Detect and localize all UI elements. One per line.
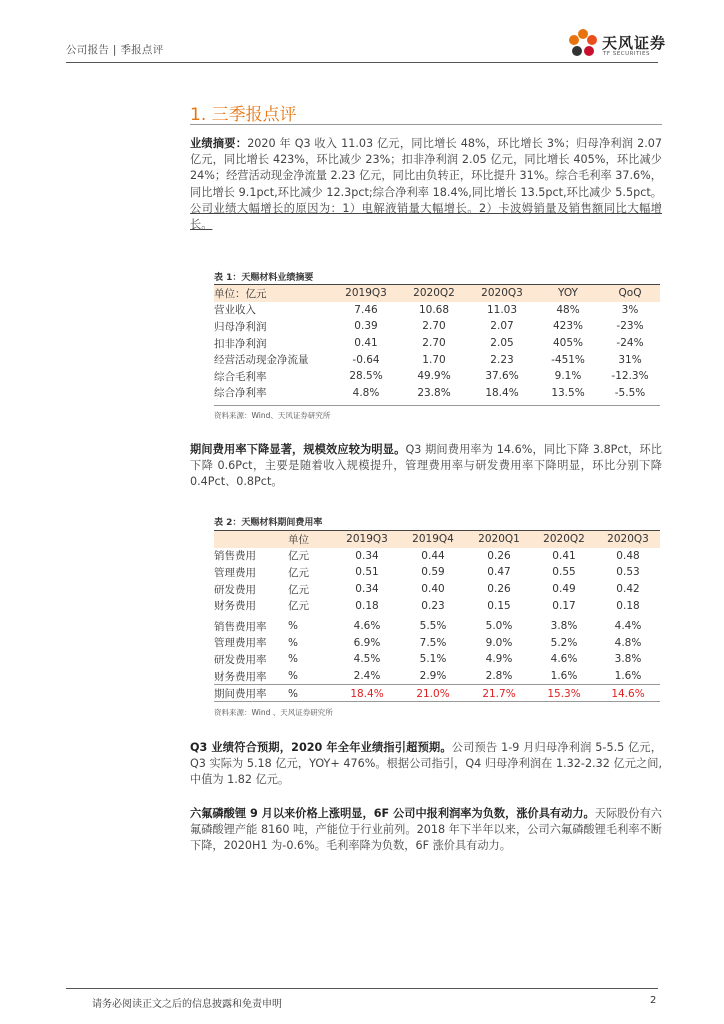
table2-cell: 1.6% [614, 670, 642, 683]
table1-cell: 10.68 [418, 303, 450, 316]
table1-cell: 48% [556, 303, 580, 316]
table2-cell: 2.9% [419, 670, 447, 683]
table1-cell: 31% [618, 353, 642, 366]
table2-row [214, 618, 660, 635]
table1-cell: -5.5% [614, 386, 646, 399]
report-breadcrumb: 公司报告 | 季报点评 [66, 44, 164, 56]
table2-row [214, 651, 660, 668]
table2-cell: 0.40 [421, 583, 445, 596]
table2-cell: 0.41 [552, 549, 576, 562]
header-divider [66, 62, 658, 63]
table2-cell: 5.5% [419, 620, 447, 633]
lipf6-lead: 六氟磷酸锂 9 月以来价格上涨明显，6F 公司中报利润率为负数，涨价具有动力。 [190, 807, 595, 820]
table2-cell: 0.44 [421, 549, 445, 562]
performance-table [214, 285, 660, 401]
table2-cell: 0.42 [616, 583, 640, 596]
table2-total-cell: 21.0% [400, 685, 466, 702]
table2-cell: 2.4% [353, 670, 381, 683]
table1-cell: 49.9% [417, 370, 451, 383]
table1-cell: -0.64 [352, 353, 380, 366]
table2-title: 表 2：天赐材料期间费用率 [214, 518, 323, 528]
guidance-paragraph [190, 740, 662, 789]
table1-title: 表 1：天赐材料业绩摘要 [214, 273, 314, 283]
table1-header-cell: 2020Q3 [468, 285, 536, 302]
lipf6-paragraph [190, 806, 662, 855]
summary-body: 2020 年 Q3 收入 11.03 亿元，同比增长 48%，环比增长 3%；归母净利润 2.07 亿元，同比增长 423%，环比减少 23%；扣非净利润 2.05 亿元，同比增长 405%，环比减少 24%；经营活动现金净流量 2.23 亿元，同比由负转正，环比提升 31%。综合毛利率 37.6%，同比增长 9.1pct,环比减少 12.3pct;综合净利率 18.4%,同比增长 13.5pct,环比减少 5.5pct。 [190, 137, 662, 199]
page-number: 2 [650, 995, 657, 1006]
table1-row [214, 385, 660, 402]
table1-cell: 423% [552, 320, 584, 333]
table1-cell: 18.4% [485, 386, 519, 399]
table2-cell: % [288, 620, 298, 633]
table2-total-cell: 21.7% [466, 685, 532, 702]
table1-header-cell: YOY [536, 285, 600, 302]
table2-cell: 4.4% [614, 620, 642, 633]
table2-cell: 7.5% [419, 636, 447, 649]
table2-cell: 4.9% [485, 653, 513, 666]
table2-header-cell: 2019Q4 [400, 531, 466, 548]
table2-cell: 4.8% [614, 636, 642, 649]
table2-row [214, 581, 660, 598]
table2-cell: 管理费用 [214, 566, 256, 579]
table2-cell: % [288, 636, 298, 649]
table2-cell: % [288, 653, 298, 666]
table2-cell: 1.6% [550, 670, 578, 683]
table1-cell: 经营活动现金净流量 [214, 354, 309, 367]
table1-bottom-rule [214, 405, 660, 406]
logo-subtitle: TF SECURITIES [603, 51, 650, 57]
table2-total-row [214, 685, 660, 702]
expense-paragraph [190, 442, 662, 491]
table1-cell: 3% [621, 303, 639, 316]
table1-row [214, 318, 660, 335]
table1-cell: 归母净利润 [214, 320, 267, 333]
table2-row [214, 668, 660, 685]
table1-cell: 0.39 [354, 320, 378, 333]
expense-lead: 期间费用率下降显著，规模效应较为明显。 [190, 443, 406, 456]
table1-cell: -23% [616, 320, 644, 333]
table2-cell: 6.9% [353, 636, 381, 649]
table2-cell: 4.6% [550, 653, 578, 666]
table1-cell: 405% [552, 337, 584, 350]
table2-row [214, 564, 660, 581]
table2-total-unit: % [288, 685, 334, 702]
table2-cell: 财务费用 [214, 600, 256, 613]
table2-cell: 亿元 [288, 550, 309, 563]
expense-body: Q3 期间费用率为 14.6%，同比下降 3.8Pct，环比下降 0.6Pct，主要是随着收入规模提升，管理费用率与研发费用率下降明显，环比分别下降 0.4Pct、0.8Pct。 [190, 443, 662, 489]
lipf6-body: 天际股份有六氟磷酸锂产能 8160 吨，产能位于行业前列。2018 年下半年以来，公司六氟磷酸锂毛利率不断下降，2020H1 为-0.6%。毛利率降为负数，6F 涨价具有动力。 [190, 807, 662, 853]
section-title: 1. 三季报点评 [190, 105, 297, 125]
table1-cell: -24% [616, 337, 644, 350]
table1-cell: 营业收入 [214, 304, 256, 317]
table1-cell: 1.70 [422, 353, 446, 366]
table2-header-cell: 2020Q1 [466, 531, 532, 548]
table2-row [214, 635, 660, 652]
table2-row [214, 597, 660, 614]
table2-cell: 销售费用率 [214, 620, 267, 633]
footer-disclaimer: 请务必阅读正文之后的信息披露和免责申明 [92, 999, 282, 1010]
table2-cell: 0.26 [487, 583, 511, 596]
table2-cell: 0.15 [487, 599, 511, 612]
flower-logo-icon [566, 26, 600, 60]
table1-cell: 2.05 [490, 337, 514, 350]
table2-header-cell: 2019Q3 [334, 531, 400, 548]
table1-cell: 0.41 [354, 337, 378, 350]
table2-header-cell: 2020Q2 [532, 531, 596, 548]
footer-divider [66, 988, 658, 989]
table2-cell: 0.18 [616, 599, 640, 612]
table2-source: 资料来源：Wind 、天风证券研究所 [214, 708, 333, 717]
table2-total-cell: 14.6% [596, 685, 660, 702]
table2-cell: 3.8% [614, 653, 642, 666]
table2-cell: 研发费用 [214, 583, 256, 596]
table2-cell: 0.18 [355, 599, 379, 612]
table1-cell: 2.07 [490, 320, 514, 333]
table1-header-cell: 2019Q3 [332, 285, 400, 302]
table2-cell: 0.17 [552, 599, 576, 612]
table2-header-row [214, 531, 660, 548]
summary-lead: 业绩摘要： [190, 137, 248, 150]
table1-cell: 28.5% [349, 370, 383, 383]
table2-header-cell: 单位 [288, 531, 334, 548]
guidance-lead: Q3 业绩符合预期，2020 年全年业绩指引超预期。 [190, 741, 452, 754]
table1-cell: 扣非净利润 [214, 337, 267, 350]
table2-cell: 3.8% [550, 620, 578, 633]
table2-cell: 管理费用率 [214, 637, 267, 650]
company-logo [566, 26, 666, 62]
table2-cell: 4.6% [353, 620, 381, 633]
table1-cell: 4.8% [352, 386, 380, 399]
table2-total-label: 期间费用率 [214, 685, 288, 702]
table1-cell: 2.23 [490, 353, 514, 366]
table2-cell: 0.59 [421, 566, 445, 579]
table2-cell: 4.5% [353, 653, 381, 666]
table2-cell: 5.2% [550, 636, 578, 649]
table2-cell: 0.55 [552, 566, 576, 579]
summary-paragraph [190, 136, 662, 233]
logo-name: 天风证券 [602, 34, 667, 52]
table1-row [214, 302, 660, 319]
table2-cell: 亿元 [288, 583, 309, 596]
table1-header-cell: 2020Q2 [400, 285, 468, 302]
table2-cell: 5.0% [485, 620, 513, 633]
table2-cell: 0.23 [421, 599, 445, 612]
table2-bottom-rule [214, 701, 660, 702]
table2-cell: 0.34 [355, 583, 379, 596]
table1-header-row [214, 285, 660, 302]
table1-cell: 2.70 [422, 320, 446, 333]
section-divider [190, 124, 662, 125]
table2-cell: 研发费用率 [214, 653, 267, 666]
guidance-body: 公司预告 1-9 月归母净利润 5-5.5 亿元，Q3 实际为 5.18 亿元，YOY+ 476%。根据公司指引，Q4 归母净利润在 1.32-2.32 亿元之间,中值为 1.82 亿元。 [190, 741, 662, 787]
table2-cell: 0.34 [355, 549, 379, 562]
table1-header-cell: 单位：亿元 [214, 285, 332, 302]
table2-cell: 销售费用 [214, 550, 256, 563]
summary-reason: 公司业绩大幅增长的原因为：1）电解液销量大幅增长。2）卡波姆销量及销售额同比大幅增长。 [190, 201, 662, 232]
table2-total-cell: 18.4% [334, 685, 400, 702]
table1-row [214, 335, 660, 352]
table2-header-cell: 2020Q3 [596, 531, 660, 548]
table2-cell: 9.0% [485, 636, 513, 649]
table1-row [214, 368, 660, 385]
table1-cell: -451% [551, 353, 585, 366]
table1-cell: 综合净利率 [214, 387, 267, 400]
expense-table [214, 531, 660, 702]
table2-cell: 0.49 [552, 583, 576, 596]
table2-cell: 2.8% [485, 670, 513, 683]
table2-header-cell [214, 531, 288, 548]
table1-source: 资料来源：Wind、天风证券研究所 [214, 411, 331, 420]
table2-cell: 0.47 [487, 566, 511, 579]
table1-cell: 13.5% [551, 386, 585, 399]
table2-cell: 0.48 [616, 549, 640, 562]
table2-cell: 财务费用率 [214, 670, 267, 683]
table1-cell: 7.46 [354, 303, 378, 316]
table2-cell: 5.1% [419, 653, 447, 666]
table2-cell: 亿元 [288, 566, 309, 579]
table2-cell: 0.26 [487, 549, 511, 562]
table1-cell: 11.03 [486, 303, 518, 316]
table1-cell: 9.1% [554, 370, 582, 383]
table2-total-cell: 15.3% [532, 685, 596, 702]
table1-cell: 23.8% [417, 386, 451, 399]
table1-cell: 37.6% [485, 370, 519, 383]
table2-cell: 0.53 [616, 566, 640, 579]
table1-cell: 2.70 [422, 337, 446, 350]
table2-cell: 0.51 [355, 566, 379, 579]
table2-row [214, 548, 660, 565]
table1-header-cell: QoQ [600, 285, 660, 302]
table1-cell: 综合毛利率 [214, 370, 267, 383]
table1-cell: -12.3% [611, 370, 649, 383]
table1-row [214, 351, 660, 368]
table2-cell: % [288, 670, 298, 683]
table2-cell: 亿元 [288, 600, 309, 613]
